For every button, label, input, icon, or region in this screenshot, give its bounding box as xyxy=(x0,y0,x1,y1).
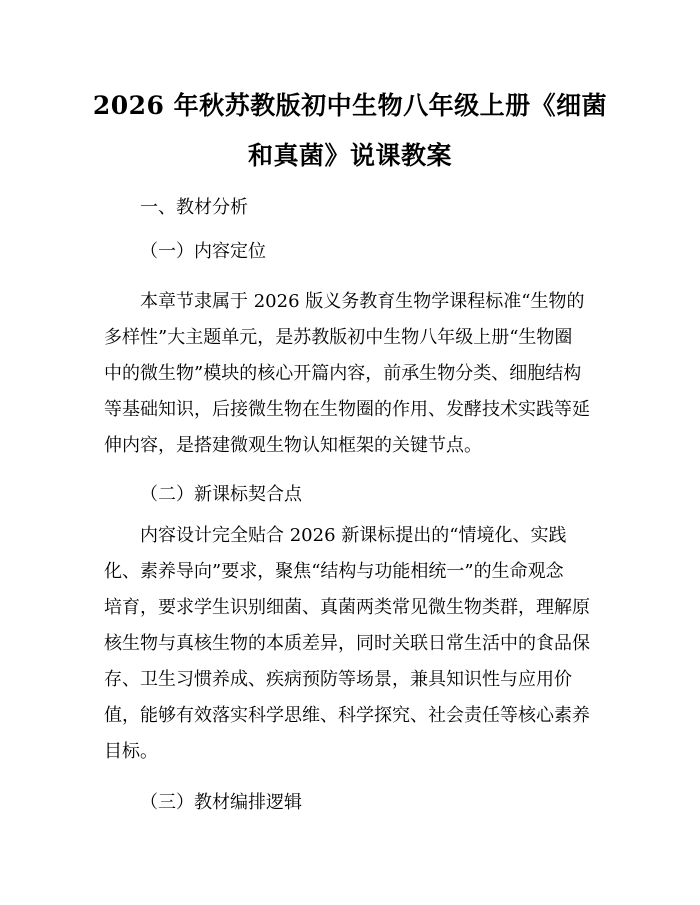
document-title-line-1: 2026 年秋苏教版初中生物八年级上册《细菌 xyxy=(92,91,608,120)
paragraph-line: 内容设计完全贴合 2026 新课标提出的“情境化、实践 xyxy=(140,525,567,546)
paragraph-line: 本章节隶属于 2026 版义务教育生物学课程标准“生物的 xyxy=(140,291,585,312)
document-title-line-2: 和真菌》说课教案 xyxy=(247,141,452,170)
paragraph-line: 伸内容，是搭建微观生物认知框架的关键节点。 xyxy=(104,435,482,456)
subsection-heading-textbook-structure: （三）教材编排逻辑 xyxy=(140,792,302,813)
subsection-heading-content-positioning: （一）内容定位 xyxy=(140,241,266,262)
paragraph-curriculum-fit xyxy=(104,518,600,770)
paragraph-line: 核生物与真核生物的本质差异，同时关联日常生活中的食品保 xyxy=(104,633,590,654)
subsection-heading-curriculum-fit: （二）新课标契合点 xyxy=(140,484,302,505)
paragraph-line: 等基础知识，后接微生物在生物圈的作用、发酵技术实践等延 xyxy=(104,399,590,420)
paragraph-line: 存、卫生习惯养成、疾病预防等场景，兼具知识性与应用价 xyxy=(104,669,572,690)
paragraph-line: 目标。 xyxy=(104,741,158,762)
paragraph-line: 多样性”大主题单元，是苏教版初中生物八年级上册“生物圈 xyxy=(104,327,573,348)
paragraph-line: 中的微生物”模块的核心开篇内容，前承生物分类、细胞结构 xyxy=(104,363,582,384)
paragraph-line: 值，能够有效落实科学思维、科学探究、社会责任等核心素养 xyxy=(104,705,590,726)
paragraph-line: 化、素养导向”要求，聚焦“结构与功能相统一”的生命观念 xyxy=(104,561,564,582)
section-heading-textbook-analysis: 一、教材分析 xyxy=(140,197,248,218)
paragraph-content-positioning xyxy=(104,284,600,464)
paragraph-line: 培育，要求学生识别细菌、真菌两类常见微生物类群，理解原 xyxy=(104,597,590,618)
